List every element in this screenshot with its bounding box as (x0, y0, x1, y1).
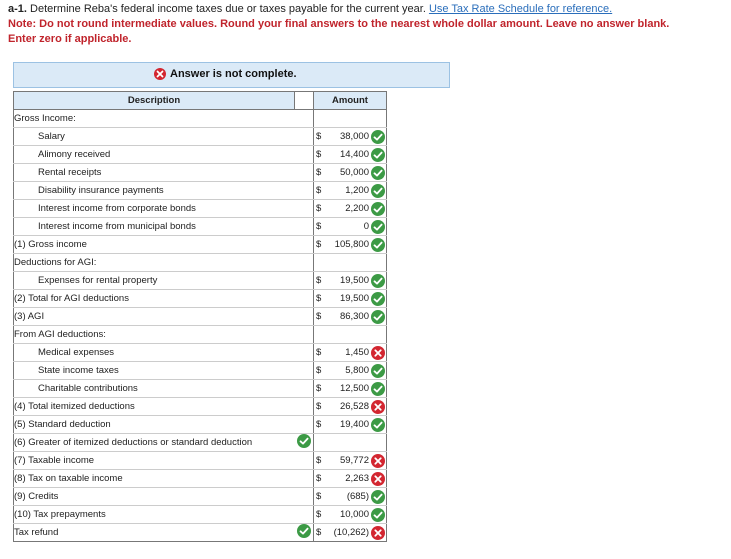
row-selection-status (295, 326, 314, 344)
amount-status (371, 184, 386, 198)
row-selection-status (295, 416, 314, 434)
tax-rate-schedule-link[interactable]: Use Tax Rate Schedule for reference. (428, 3, 613, 15)
dollar-sign: $ (316, 275, 322, 286)
amount-cell[interactable] (314, 236, 387, 254)
table-row (14, 272, 387, 290)
amount-status (371, 418, 386, 432)
table-row (14, 488, 387, 506)
amount-status (371, 526, 386, 540)
amount-value[interactable]: 59,772 (339, 455, 369, 466)
table-row (14, 182, 387, 200)
table-row (14, 308, 387, 326)
amount-value[interactable]: 19,500 (339, 293, 369, 304)
correct-check-icon (371, 130, 385, 144)
row-description: (4) Total itemized deductions (14, 398, 295, 416)
incorrect-x-icon (154, 68, 166, 80)
row-selection-status (295, 128, 314, 146)
dollar-sign: $ (316, 383, 322, 394)
amount-value[interactable]: 12,500 (339, 383, 369, 394)
amount-value[interactable]: 105,800 (334, 239, 369, 250)
row-selection-status (295, 110, 314, 128)
dollar-sign: $ (316, 185, 322, 196)
amount-cell[interactable] (314, 380, 387, 398)
row-selection-status (295, 506, 314, 524)
row-selection-status (295, 182, 314, 200)
table-row (14, 218, 387, 236)
correct-check-icon (371, 292, 385, 306)
amount-cell[interactable] (314, 128, 387, 146)
correct-check-icon (371, 202, 385, 216)
table-row (14, 254, 387, 272)
amount-cell[interactable] (314, 470, 387, 488)
row-selection-status (295, 380, 314, 398)
row-description: Interest income from municipal bonds (14, 218, 295, 236)
table-row (14, 380, 387, 398)
table-row (14, 236, 387, 254)
amount-value[interactable]: (10,262) (333, 527, 369, 538)
question-label: a-1. (8, 3, 27, 15)
row-selection-status (295, 470, 314, 488)
dollar-sign: $ (316, 491, 322, 502)
amount-value[interactable]: 26,528 (339, 401, 369, 412)
correct-check-icon (371, 508, 385, 522)
amount-cell[interactable] (314, 308, 387, 326)
row-description: Rental receipts (14, 164, 295, 182)
correct-check-icon (371, 166, 385, 180)
dollar-sign: $ (316, 455, 322, 466)
correct-check-icon (371, 364, 385, 378)
amount-cell[interactable] (314, 200, 387, 218)
row-selection-status (295, 146, 314, 164)
table-row (14, 434, 387, 452)
row-selection-status (295, 398, 314, 416)
correct-check-icon (371, 490, 385, 504)
incorrect-x-icon (371, 526, 385, 540)
amount-status (371, 202, 386, 216)
amount-status (371, 346, 386, 360)
amount-status (371, 148, 386, 162)
amount-cell[interactable] (314, 146, 387, 164)
row-selection-status (295, 290, 314, 308)
correct-check-icon (371, 274, 385, 288)
row-description: (6) Greater of itemized deductions or standard deduction (14, 434, 295, 452)
amount-cell[interactable] (314, 416, 387, 434)
table-row (14, 452, 387, 470)
row-description: From AGI deductions: (14, 326, 295, 344)
dollar-sign: $ (316, 419, 322, 430)
instructions (8, 2, 728, 47)
amount-status (371, 382, 386, 396)
table-row (14, 416, 387, 434)
amount-cell[interactable] (314, 164, 387, 182)
row-description: Disability insurance payments (14, 182, 295, 200)
row-selection-status (295, 488, 314, 506)
correct-check-icon (297, 434, 311, 448)
amount-value[interactable]: 5,800 (345, 365, 369, 376)
correct-check-icon (371, 184, 385, 198)
table-row (14, 146, 387, 164)
table-row (14, 362, 387, 380)
table-row (14, 290, 387, 308)
amount-header: Amount (314, 92, 387, 110)
amount-value[interactable]: 19,500 (339, 275, 369, 286)
amount-cell[interactable] (314, 362, 387, 380)
header-spacer (295, 92, 314, 110)
amount-status (371, 400, 386, 414)
row-description: Tax refund (14, 524, 295, 542)
amount-status (371, 238, 386, 252)
dollar-sign: $ (316, 509, 322, 520)
amount-status (371, 166, 386, 180)
amount-value[interactable]: 86,300 (339, 311, 369, 322)
row-description: (2) Total for AGI deductions (14, 290, 295, 308)
correct-check-icon (371, 418, 385, 432)
table-row (14, 524, 387, 542)
row-selection-status (295, 218, 314, 236)
row-description: Expenses for rental property (14, 272, 295, 290)
table-row (14, 200, 387, 218)
amount-status (371, 508, 386, 522)
row-description: Alimony received (14, 146, 295, 164)
correct-check-icon (371, 220, 385, 234)
amount-cell (314, 434, 387, 452)
dollar-sign: $ (316, 473, 322, 484)
row-description: (3) AGI (14, 308, 295, 326)
dollar-sign: $ (316, 203, 322, 214)
amount-cell[interactable] (314, 290, 387, 308)
tax-table (13, 91, 387, 542)
table-row (14, 128, 387, 146)
row-selection-status (295, 200, 314, 218)
row-description: Salary (14, 128, 295, 146)
dollar-sign: $ (316, 365, 322, 376)
row-selection-status (295, 236, 314, 254)
amount-status (371, 220, 386, 234)
amount-cell[interactable] (314, 452, 387, 470)
row-description: Gross Income: (14, 110, 295, 128)
row-selection-status (295, 164, 314, 182)
correct-check-icon (371, 310, 385, 324)
amount-value[interactable]: 50,000 (339, 167, 369, 178)
incorrect-x-icon (371, 400, 385, 414)
table-row (14, 110, 387, 128)
row-selection-status (295, 524, 314, 542)
row-description: Interest income from corporate bonds (14, 200, 295, 218)
amount-cell[interactable] (314, 488, 387, 506)
question-text: Determine Reba's federal income taxes due or taxes payable for the current year. (26, 3, 429, 15)
dollar-sign: $ (316, 293, 322, 304)
amount-status (371, 292, 386, 306)
row-selection-status (295, 434, 314, 452)
dollar-sign: $ (316, 347, 322, 358)
amount-status (371, 490, 386, 504)
correct-check-icon (297, 524, 311, 538)
correct-check-icon (371, 148, 385, 162)
row-description: (8) Tax on taxable income (14, 470, 295, 488)
amount-value[interactable]: 0 (363, 221, 369, 232)
row-selection-status (295, 272, 314, 290)
row-description: (5) Standard deduction (14, 416, 295, 434)
row-description: (7) Taxable income (14, 452, 295, 470)
table-row (14, 344, 387, 362)
amount-status (371, 274, 386, 288)
amount-cell[interactable] (314, 182, 387, 200)
row-selection-status (295, 344, 314, 362)
amount-value[interactable]: 14,400 (339, 149, 369, 160)
table-row (14, 470, 387, 488)
row-description: (1) Gross income (14, 236, 295, 254)
description-header: Description (14, 92, 295, 110)
correct-check-icon (371, 382, 385, 396)
amount-value[interactable]: 1,200 (345, 185, 369, 196)
amount-status (371, 310, 386, 324)
amount-status (371, 130, 386, 144)
amount-value[interactable]: 1,450 (345, 347, 369, 358)
amount-cell (314, 110, 387, 128)
question-line (8, 2, 728, 17)
banner-text: Answer is not complete. (170, 68, 297, 80)
incorrect-x-icon (371, 472, 385, 486)
amount-cell[interactable] (314, 218, 387, 236)
note-line-1: Note: Do not round intermediate values. Round your final answers to the nearest whole dollar amount. Leave no answer blank. (8, 18, 670, 30)
dollar-sign: $ (316, 527, 322, 538)
row-selection-status (295, 452, 314, 470)
amount-value[interactable]: 38,000 (339, 131, 369, 142)
row-description: State income taxes (14, 362, 295, 380)
amount-value[interactable]: 2,263 (345, 473, 369, 484)
amount-cell[interactable] (314, 272, 387, 290)
row-selection-status (295, 254, 314, 272)
correct-check-icon (371, 238, 385, 252)
dollar-sign: $ (316, 221, 322, 232)
row-description: Medical expenses (14, 344, 295, 362)
amount-value[interactable]: 10,000 (339, 509, 369, 520)
row-selection-status (295, 308, 314, 326)
amount-value[interactable]: (685) (346, 491, 369, 502)
note-line-2: Enter zero if applicable. (8, 33, 132, 45)
amount-cell[interactable] (314, 506, 387, 524)
dollar-sign: $ (316, 401, 322, 412)
incorrect-x-icon (371, 454, 385, 468)
amount-cell (314, 326, 387, 344)
amount-status (371, 364, 386, 378)
amount-cell[interactable] (314, 398, 387, 416)
dollar-sign: $ (316, 149, 322, 160)
answer-status-banner (13, 62, 450, 88)
amount-status (371, 454, 386, 468)
dollar-sign: $ (316, 239, 322, 250)
dollar-sign: $ (316, 311, 322, 322)
row-description: Charitable contributions (14, 380, 295, 398)
amount-cell[interactable] (314, 524, 387, 542)
table-row (14, 326, 387, 344)
amount-value[interactable]: 19,400 (339, 419, 369, 430)
row-selection-status (295, 362, 314, 380)
row-description: (10) Tax prepayments (14, 506, 295, 524)
row-description: (9) Credits (14, 488, 295, 506)
amount-cell (314, 254, 387, 272)
dollar-sign: $ (316, 167, 322, 178)
table-row (14, 398, 387, 416)
table-row (14, 164, 387, 182)
table-row (14, 506, 387, 524)
amount-cell[interactable] (314, 344, 387, 362)
incorrect-x-icon (371, 346, 385, 360)
amount-value[interactable]: 2,200 (345, 203, 369, 214)
row-description: Deductions for AGI: (14, 254, 295, 272)
dollar-sign: $ (316, 131, 322, 142)
amount-status (371, 472, 386, 486)
